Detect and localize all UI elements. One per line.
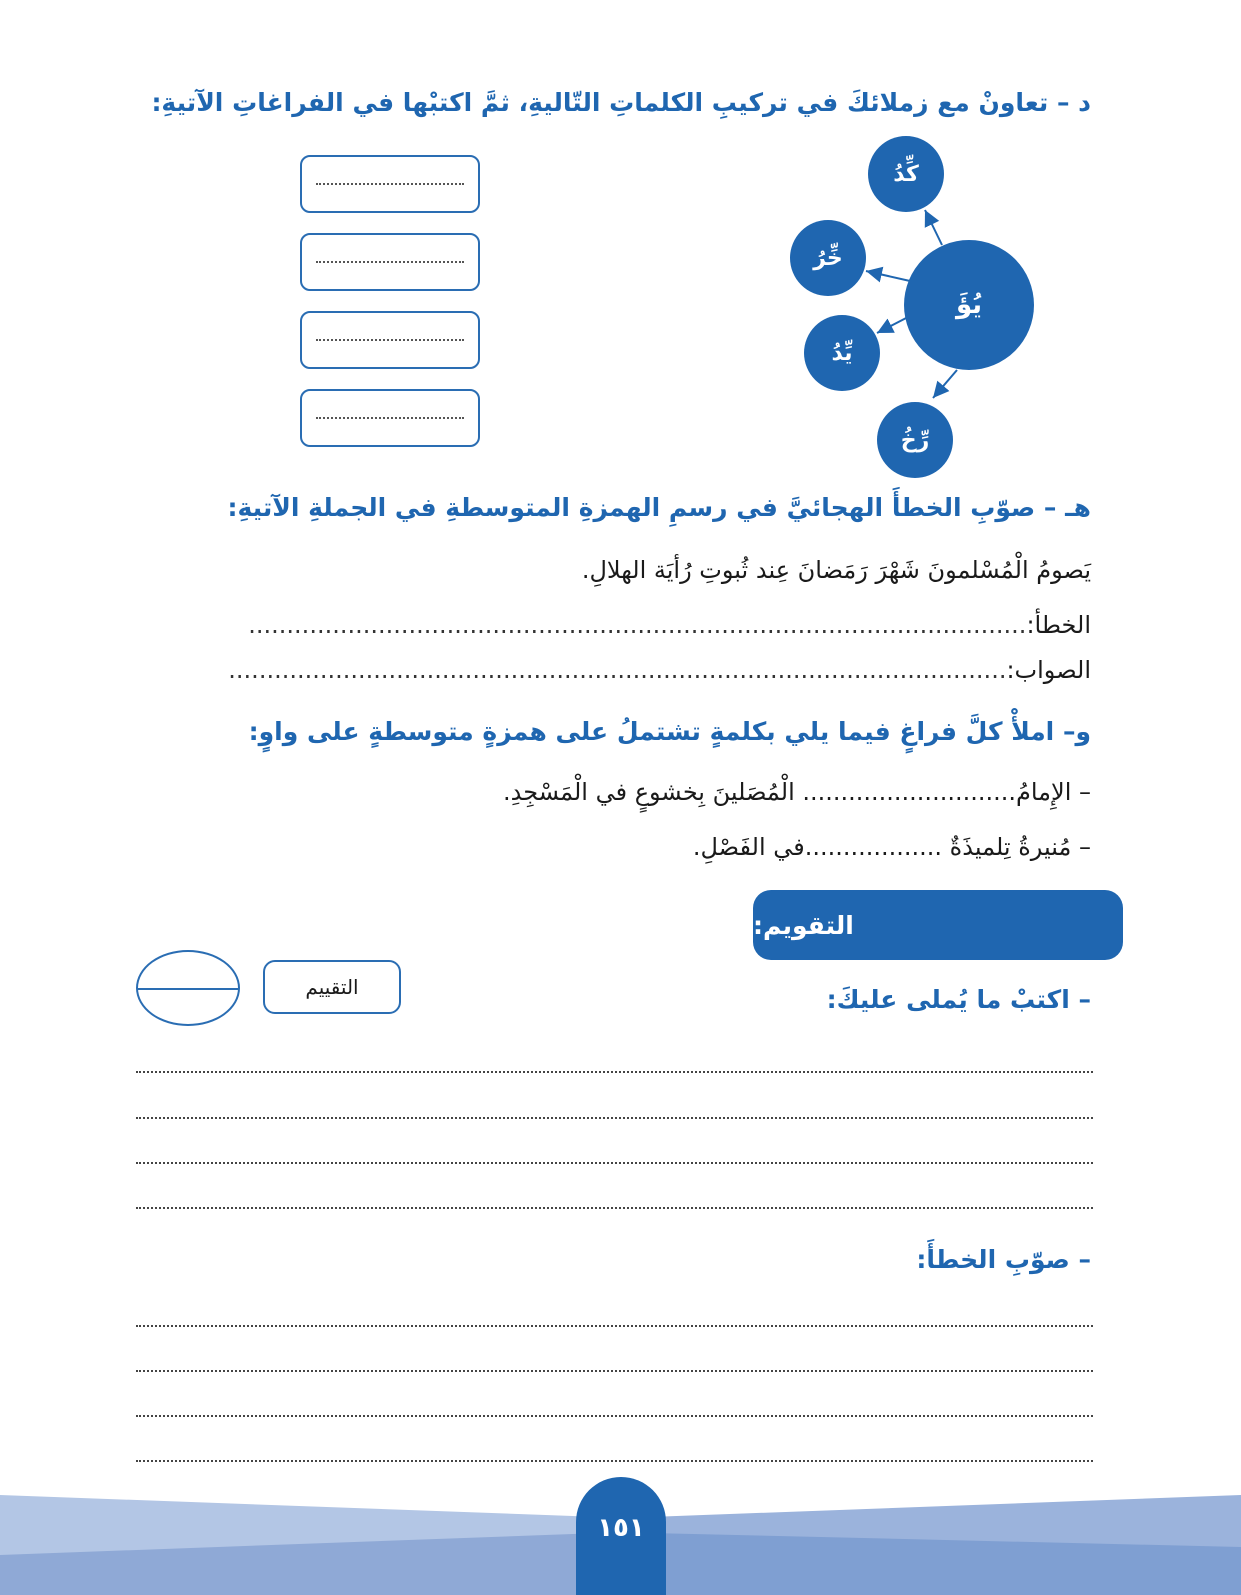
grade-label: التقييم [305, 975, 359, 999]
page-number [576, 1477, 666, 1595]
grade-label-box [263, 960, 401, 1014]
section-h-heading: هـ – صوّبِ الخطأَ الهجائيَّ في رسمِ الهمزةِ المتوسطةِ في الجملةِ الآتيةِ: [227, 493, 1091, 522]
correction-heading: – صوّبِ الخطأَ: [916, 1245, 1091, 1274]
syllable-circle-bottom: رِّخُ [877, 402, 953, 478]
dictation-line[interactable] [136, 1117, 1093, 1119]
correction-line[interactable] [136, 1460, 1093, 1462]
section-w-heading: و– املأْ كلَّ فراغٍ فيما يلي بكلمةٍ تشتملُ على همزةٍ متوسطةٍ على واوٍ: [248, 717, 1091, 746]
evaluation-title: التقويم: [753, 910, 854, 940]
page-number-text: ١٥١ [597, 1513, 645, 1543]
arrow-to-upper-left [866, 271, 910, 281]
syllable-circle-upper-left: خِّرُ [790, 220, 866, 296]
dictation-line[interactable] [136, 1162, 1093, 1164]
arrow-to-bottom [933, 370, 957, 398]
correct-label: الصواب: [1006, 656, 1091, 684]
syllable-arrows [0, 0, 1241, 500]
syllable-circle-top: كِّدُ [868, 136, 944, 212]
error-fill-dots[interactable]: ...................................................................................................... [248, 611, 1027, 639]
correction-line[interactable] [136, 1370, 1093, 1372]
correct-row [228, 656, 1091, 684]
correction-line[interactable] [136, 1325, 1093, 1327]
evaluation-title-bar [753, 890, 1123, 960]
section-d-heading: د – تعاونْ مع زملائكَ في تركيبِ الكلماتِ التّاليةِ، ثمَّ اكتبْها في الفراغاتِ الآتيةِ: [151, 88, 1091, 117]
error-row [248, 611, 1091, 639]
arrow-to-top [925, 210, 942, 245]
dictation-heading: – اكتبْ ما يُملى عليكَ: [826, 985, 1091, 1014]
error-label: الخطأ: [1026, 611, 1091, 639]
correct-fill-dots[interactable]: ...................................................................................................... [228, 656, 1007, 684]
syllable-circle-lower-left: يِّدُ [804, 315, 880, 391]
dictation-line[interactable] [136, 1207, 1093, 1209]
grade-oval[interactable] [136, 950, 240, 1026]
section-h-sentence: يَصومُ الْمُسْلمونَ شَهْرَ رَمَضانَ عِند ثُبوتِ رُأيَة الهلالِ. [581, 556, 1091, 584]
correction-line[interactable] [136, 1415, 1093, 1417]
dictation-line[interactable] [136, 1071, 1093, 1073]
syllable-center-circle: يُؤَ [904, 240, 1034, 370]
section-w-item-2[interactable]: – مُنيرةُ تِلميذَةٌ ..................في الفَصْلِ. [692, 833, 1091, 861]
section-w-item-1[interactable]: – الإِمامُ............................ الْمُصَلينَ بِخشوعٍ في الْمَسْجِدِ. [502, 778, 1091, 806]
